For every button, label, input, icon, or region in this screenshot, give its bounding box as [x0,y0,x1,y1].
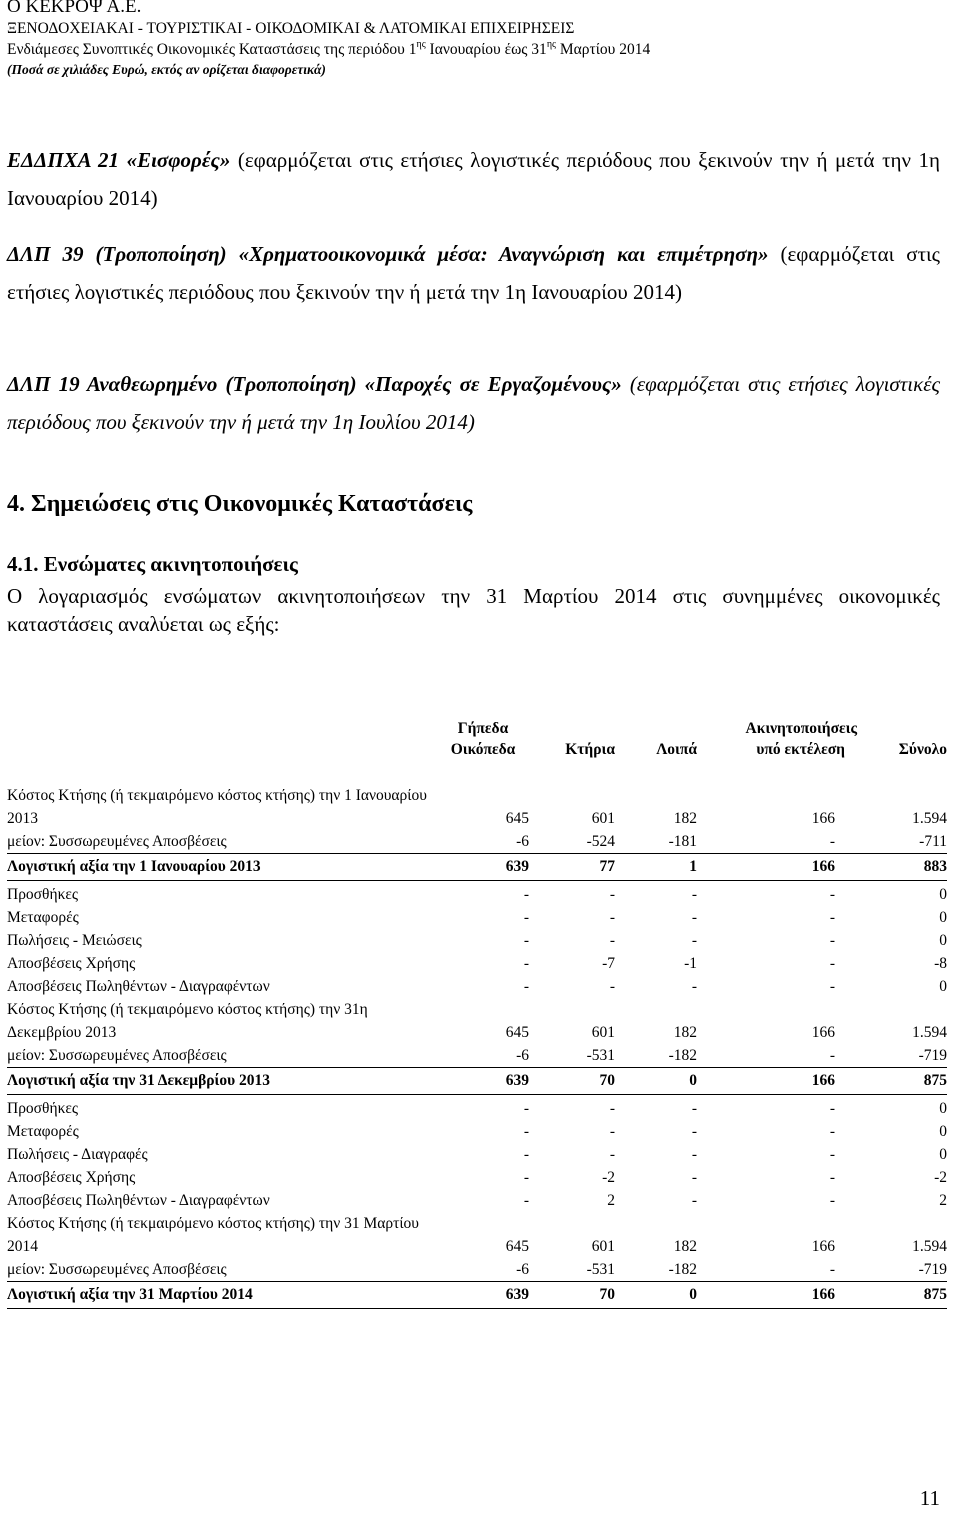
row-value: - [609,909,615,926]
row-value: - [829,1169,835,1186]
row-label: Κόστος Κτήσης (ή τεκμαιρόμενο κόστος κτήσης) την 31 Μαρτίου 2014 [7,1215,419,1255]
row-value: 182 [673,810,697,827]
row-value: - [829,1047,835,1064]
row-label: Μεταφορές [7,1123,79,1140]
row-value: - [523,1146,529,1163]
table-row [7,1143,947,1166]
row-label: Αποσβέσεις Πωληθέντων - Διαγραφέντων [7,1192,270,1209]
table-row [7,952,947,975]
row-value: -6 [516,1047,529,1064]
row-label: Λογιστική αξία την 31 Δεκεμβρίου 2013 [7,1068,437,1095]
row-value: 0 [939,978,947,995]
row-value: - [829,1123,835,1140]
row-value: 166 [811,1238,835,1255]
row-value: - [523,932,529,949]
statement-title: Ενδιάμεσες Συνοπτικές Οικονομικές Καταστάσεις της περιόδου $1^{\eta\varsigma}$ Ιανουαρίου έως $31^{\eta\varsigma}$ Μαρτίου 2014 [7,39,651,58]
row-value: - [829,886,835,903]
table-row [7,881,947,907]
row-value: 0 [615,1282,697,1309]
fixed-assets-table [7,718,947,1309]
row-value: 166 [811,1024,835,1041]
row-value: 1 [615,854,697,881]
row-value: 639 [437,1282,529,1309]
header-land: Γήπεδα Οικόπεδα [450,720,516,758]
row-label: Αποσβέσεις Χρήσης [7,1169,136,1186]
row-value: -711 [919,833,947,850]
row-value: 645 [505,1024,529,1041]
row-value: - [523,909,529,926]
row-value: 601 [591,810,615,827]
row-label: μείον: Συσσωρευμένες Αποσβέσεις [7,833,227,850]
table-total-row [7,1282,947,1309]
row-label: Λογιστική αξία την 31 Μαρτίου 2014 [7,1282,437,1309]
row-value: - [829,833,835,850]
row-value: 639 [437,1068,529,1095]
company-activity: ΞΕΝΟΔΟΧΕΙΑΚΑΙ - ΤΟΥΡΙΣΤΙΚΑΙ - ΟΙΚΟΔΟΜΙΚΑΙ & ΛΑΤΟΜΙΚΑΙ ΕΠΙΧΕΙΡΗΣΕΙΣ [7,20,575,37]
table-row [7,1095,947,1121]
row-label: Πωλήσεις - Μειώσεις [7,932,142,949]
row-value: - [609,1146,615,1163]
row-value: 601 [591,1024,615,1041]
row-value: - [523,1100,529,1117]
table-row [7,1212,947,1258]
row-value: 166 [697,1282,857,1309]
row-value: - [609,978,615,995]
row-value: - [609,886,615,903]
row-value: 1.594 [912,1024,947,1041]
row-value: 0 [939,909,947,926]
row-label: Προσθήκες [7,1100,79,1117]
row-label: Αποσβέσεις Χρήσης [7,955,136,972]
table-row [7,1166,947,1189]
row-label: μείον: Συσσωρευμένες Αποσβέσεις [7,1261,227,1278]
row-value: -531 [586,1047,615,1064]
row-value: - [609,1123,615,1140]
row-value: 0 [939,932,947,949]
amounts-note: (Ποσά σε χιλιάδες Ευρώ, εκτός αν ορίζεται διαφορετικά) [7,62,326,77]
row-value: 883 [857,854,947,881]
row-value: -6 [516,833,529,850]
row-value: 645 [505,1238,529,1255]
table-total-row [7,1068,947,1095]
page-number: 11 [919,1486,940,1510]
row-value: - [691,1169,697,1186]
row-value: -7 [602,955,615,972]
row-value: - [523,1192,529,1209]
table-row [7,998,947,1044]
row-value: - [829,978,835,995]
row-value: -2 [934,1169,947,1186]
row-value: 0 [939,1146,947,1163]
header-buildings: Κτήρια [565,741,615,758]
row-value: - [691,932,697,949]
row-value: - [829,1100,835,1117]
paragraph-eddpxa-21: ΕΔΔΠΧΑ 21 «Εισφορές» (εφαρμόζεται στις ετήσιες λογιστικές περιόδους που ξεκινούν την ή μετά την 1η Ιανουαρίου 2014) [7,148,940,210]
row-value: - [829,1146,835,1163]
row-value: 2 [939,1192,947,1209]
row-value: - [691,1123,697,1140]
row-value: - [609,1100,615,1117]
table-total-row [7,854,947,881]
row-value: -719 [918,1261,947,1278]
row-value: 166 [811,810,835,827]
row-value: -524 [586,833,615,850]
header-construction: Ακινητοποιήσεις υπό εκτέλεση [745,720,857,758]
row-value: - [691,886,697,903]
table-row [7,1189,947,1212]
row-label: Λογιστική αξία την 1 Ιανουαρίου 2013 [7,854,437,881]
row-value: - [691,1192,697,1209]
table-row [7,770,947,830]
row-value: 639 [437,854,529,881]
row-value: 70 [529,1068,615,1095]
row-value: -182 [668,1047,697,1064]
row-value: - [829,1192,835,1209]
row-value: 1.594 [912,1238,947,1255]
row-value: - [829,955,835,972]
row-value: - [523,955,529,972]
row-value: -8 [934,955,947,972]
row-value: -719 [918,1047,947,1064]
page-header [7,0,952,79]
row-value: -182 [668,1261,697,1278]
paragraph-dlp-39: ΔΛΠ 39 (Τροποποίηση) «Χρηματοοικονομικά μέσα: Αναγνώριση και επιμέτρηση» (εφαρμόζεται στις ετήσιες λογιστικές περιόδους που ξεκινούν την ή μετά την 1η Ιανουαρίου 2014) [7,242,940,304]
table-row [7,1258,947,1282]
row-value: - [691,1100,697,1117]
row-value: 2 [607,1192,615,1209]
row-value: 1.594 [912,810,947,827]
row-value: 0 [615,1068,697,1095]
row-value: 875 [857,1282,947,1309]
row-value: - [829,1261,835,1278]
row-value: - [523,886,529,903]
paragraph-dlp-19: ΔΛΠ 19 Αναθεωρημένο (Τροποποίηση) «Παροχές σε Εργαζομένους» (εφαρμόζεται στις ετήσιες λογιστικές περιόδους που ξεκινούν την ή μετά την 1η Ιουλίου 2014) [7,372,940,434]
row-value: - [523,978,529,995]
row-value: - [523,1123,529,1140]
row-label: μείον: Συσσωρευμένες Αποσβέσεις [7,1047,227,1064]
row-value: 645 [505,810,529,827]
row-value: 0 [939,1123,947,1140]
row-value: - [829,932,835,949]
subsection-title: 4.1. Ενσώματες ακινητοποιήσεις [7,552,298,576]
row-label: Κόστος Κτήσης (ή τεκμαιρόμενο κόστος κτήσης) την 1 Ιανουαρίου 2013 [7,787,427,827]
row-value: 0 [939,886,947,903]
row-value: 182 [673,1024,697,1041]
row-value: - [829,909,835,926]
section-title: 4. Σημειώσεις στις Οικονομικές Καταστάσεις [7,491,473,517]
table-row [7,975,947,998]
table-row [7,906,947,929]
table-row [7,1120,947,1143]
row-value: 166 [697,1068,857,1095]
row-value: -6 [516,1261,529,1278]
row-value: 166 [697,854,857,881]
table-row [7,929,947,952]
row-value: - [609,932,615,949]
row-label: Κόστος Κτήσης (ή τεκμαιρόμενο κόστος κτήσης) την 31η Δεκεμβρίου 2013 [7,1001,368,1041]
section-intro: Ο λογαριασμός ενσώματων ακινητοποιήσεων την 31 Μαρτίου 2014 στις συνημμένες οικονομικές καταστάσεις αναλύεται ως εξής: [7,584,940,636]
row-value: 182 [673,1238,697,1255]
row-label: Προσθήκες [7,886,79,903]
row-value: 0 [939,1100,947,1117]
row-value: - [691,909,697,926]
row-value: - [691,978,697,995]
table-header-row [7,718,947,770]
row-value: -531 [586,1261,615,1278]
company-name: Ο ΚΕΚΡΟΨ Α.Ε. [7,0,142,17]
table-row [7,1044,947,1068]
row-label: Πωλήσεις - Διαγραφές [7,1146,148,1163]
row-label: Αποσβέσεις Πωληθέντων - Διαγραφέντων [7,978,270,995]
row-value: 77 [529,854,615,881]
header-other: Λοιπά [656,741,697,758]
row-value: - [523,1169,529,1186]
row-value: -1 [684,955,697,972]
row-value: - [691,1146,697,1163]
row-value: 70 [529,1282,615,1309]
table-row [7,830,947,854]
row-value: 601 [591,1238,615,1255]
row-value: -181 [668,833,697,850]
row-value: -2 [602,1169,615,1186]
header-total: Σύνολο [898,741,947,758]
row-value: 875 [857,1068,947,1095]
row-label: Μεταφορές [7,909,79,926]
